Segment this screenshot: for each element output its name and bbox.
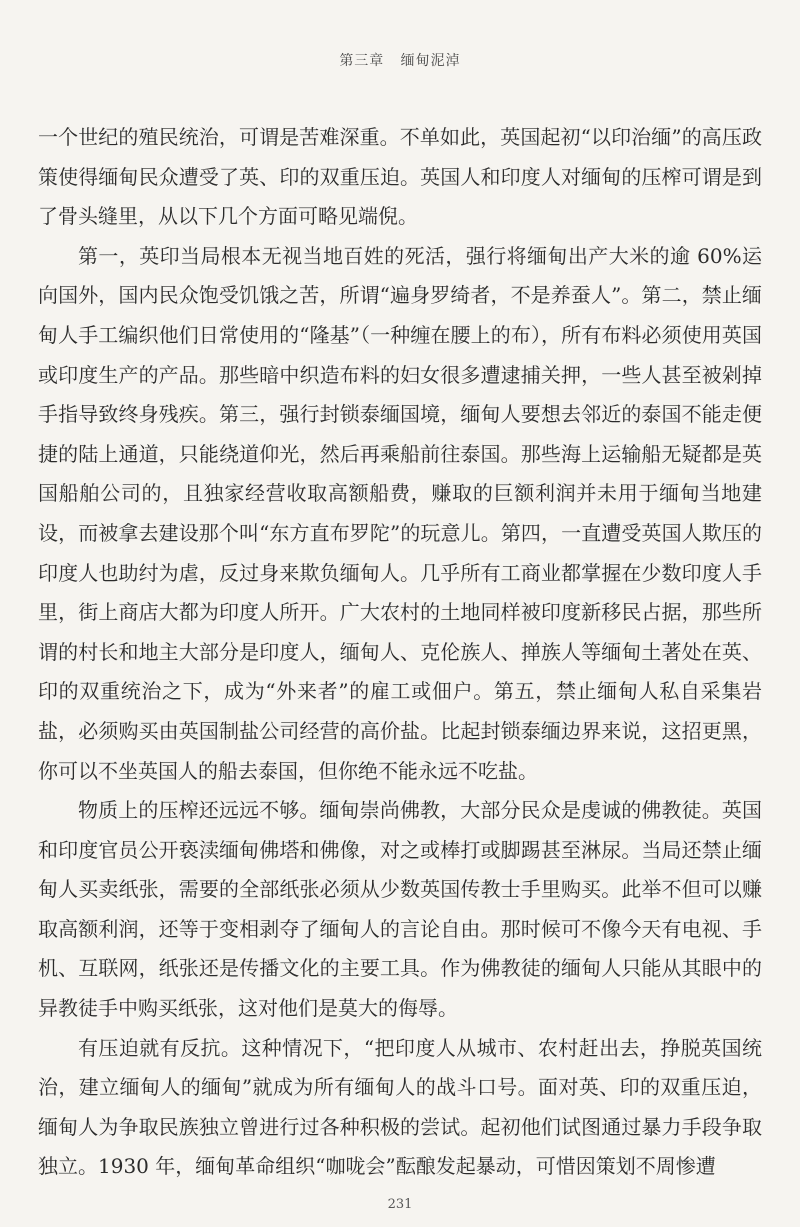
body-text <box>38 118 762 1187</box>
chapter-number: 第三章 <box>339 53 385 69</box>
chapter-title: 缅甸泥淖 <box>400 53 461 69</box>
paragraph: 物质上的压榨还远远不够。缅甸崇尚佛教，大部分民众是虔诚的佛教徒。英国和印度官员公开亵渎缅甸佛塔和佛像，对之或棒打或脚踢甚至淋尿。当局还禁止缅甸人买卖纸张，需要的全部纸张必须从少数英国传教士手里购买。此举不但可以赚取高额利润，还等于变相剥夺了缅甸人的言论自由。那时候可不像今天有电视、手机、互联网，纸张还是传播文化的主要工具。作为佛教徒的缅甸人只能从其眼中的异教徒手中购买纸张，这对他们是莫大的侮辱。 <box>38 798 762 1021</box>
paragraph: 第一，英印当局根本无视当地百姓的死活，强行将缅甸出产大米的逾 60%运向国外，国内民众饱受饥饿之苦，所谓“遍身罗绮者，不是养蚕人”。第二，禁止缅甸人手工编织他们日常使用的“隆基”（一种缠在腰上的布），所有布料必须使用英国或印度生产的产品。那些暗中织造布料的妇女很多遭逮捕关押，一些人甚至被剁掉手指导致终身残疾。第三，强行封锁泰缅国境，缅甸人要想去邻近的泰国不能走便捷的陆上通道，只能绕道仰光，然后再乘船前往泰国。那些海上运输船无疑都是英国船舶公司的，且独家经营收取高额船费，赚取的巨额利润并未用于缅甸当地建设，而被拿去建设那个叫“东方直布罗陀”的玩意儿。第四，一直遭受英国人欺压的印度人也助纣为虐，反过身来欺负缅甸人。几乎所有工商业都掌握在少数印度人手里，街上商店大都为印度人所开。广大农村的土地同样被印度新移民占据，那些所谓的村长和地主大部分是印度人，缅甸人、克伦族人、掸族人等缅甸土著处在英、印的双重统治之下，成为“外来者”的雇工或佃户。第五，禁止缅甸人私自采集岩盐，必须购买由英国制盐公司经营的高价盐。比起封锁泰缅边界来说，这招更黑，你可以不坐英国人的船去泰国，但你绝不能永远不吃盐。 <box>38 243 762 783</box>
paragraph: 一个世纪的殖民统治，可谓是苦难深重。不单如此，英国起初“以印治缅”的高压政策使得缅甸民众遭受了英、印的双重压迫。英国人和印度人对缅甸的压榨可谓是到了骨头缝里，从以下几个方面可略见端倪。 <box>38 125 762 229</box>
running-header <box>0 50 800 70</box>
paragraph: 有压迫就有反抗。这种情况下，“把印度人从城市、农村赶出去，挣脱英国统治，建立缅甸人的缅甸”就成为所有缅甸人的战斗口号。面对英、印的双重压迫，缅甸人为争取民族独立曾进行过各种积极的尝试。起初他们试图通过暴力手段争取独立。1930 年，缅甸革命组织“咖咙会”酝酿发起暴动，可惜因策划不周惨遭 <box>38 1035 762 1179</box>
page-number: 231 <box>387 1197 413 1212</box>
